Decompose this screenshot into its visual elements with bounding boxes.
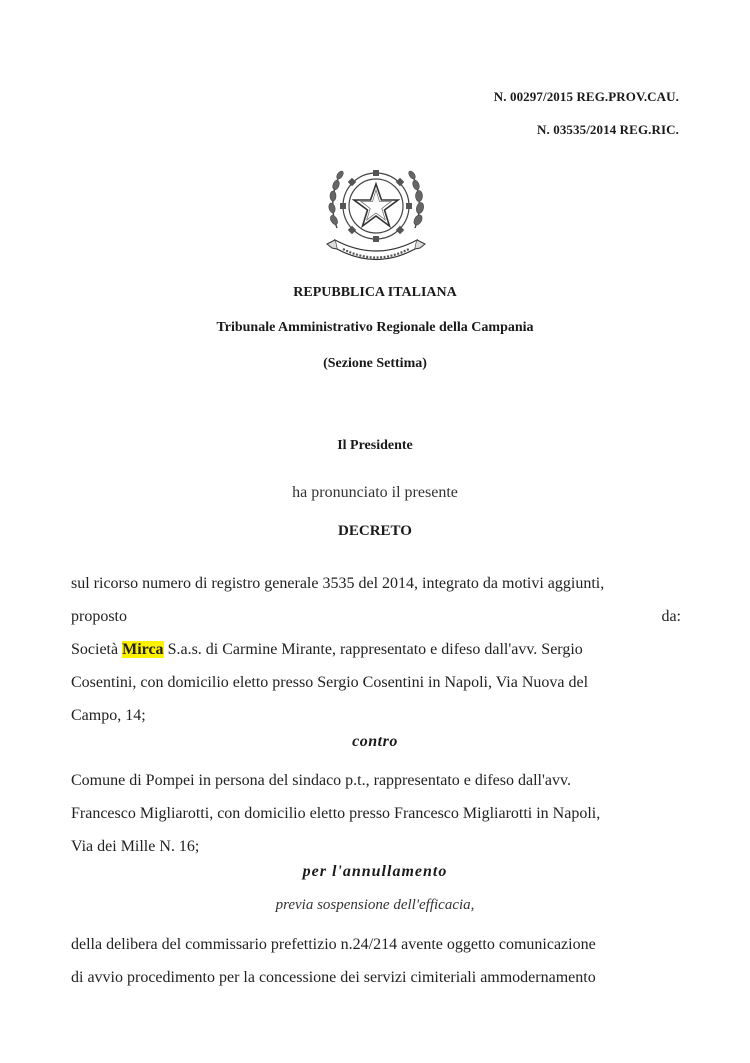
ricorso-line-1-text: sul ricorso numero di registro generale 3535 del 2014, integrato da motivi aggiunti, [71,575,605,592]
president-heading: Il Presidente [337,438,413,453]
proposto-text: proposto [71,608,127,625]
ricorso-line-2 [71,600,681,633]
resistente-line-3: Via dei Mille N. 16; [71,838,200,855]
ricorrente-line-3: Campo, 14; [71,707,146,724]
highlighted-term: Mirca [122,641,164,658]
tribunal-title: Tribunale Amministrativo Regionale della Campania [216,320,534,335]
oggetto-line-1: della delibera del commissario prefettizio n.24/214 avente oggetto comunicazione [71,936,596,953]
reg-prov-number: N. 00297/2015 REG.PROV.CAU. [493,89,679,104]
section-title: (Sezione Settima) [323,356,427,371]
decree-heading: DECRETO [338,523,412,539]
reg-ric-number: N. 03535/2014 REG.RIC. [537,122,679,137]
resistente-line-2: Francesco Migliarotti, con domicilio eletto presso Francesco Migliarotti in Napoli, [71,805,601,822]
resistente-line-1: Comune di Pompei in persona del sindaco p.t., rappresentato e difeso dall'avv. [71,772,571,789]
da-text: da: [661,608,681,625]
ricorso-line-1 [71,567,681,600]
contro-heading: contro [352,733,398,750]
ricorrente-paragraph [71,633,681,732]
ricorso-paragraph [71,567,681,633]
republic-title: REPUBBLICA ITALIANA [293,285,457,300]
annullamento-heading: per l'annullamento [302,863,448,880]
resistente-paragraph [71,764,681,863]
ricorrente-prefix: Società [71,641,123,658]
ricorrente-line-2: Cosentini, con domicilio eletto presso Sergio Cosentini in Napoli, Via Nuova del [71,674,589,691]
ricorrente-line-1 [71,633,681,666]
ricorrente-line-1-rest: S.a.s. di Carmine Mirante, rappresentato e difeso dall'avv. Sergio [163,641,583,658]
oggetto-line-2: di avvio procedimento per la concessione dei servizi cimiteriali ammodernamento [71,969,596,986]
repubblica-italiana-emblem-icon [323,154,429,268]
pronounced-line: ha pronunciato il presente [292,484,458,501]
previa-sospensione-line: previa sospensione dell'efficacia, [275,897,475,913]
oggetto-paragraph [71,928,681,994]
